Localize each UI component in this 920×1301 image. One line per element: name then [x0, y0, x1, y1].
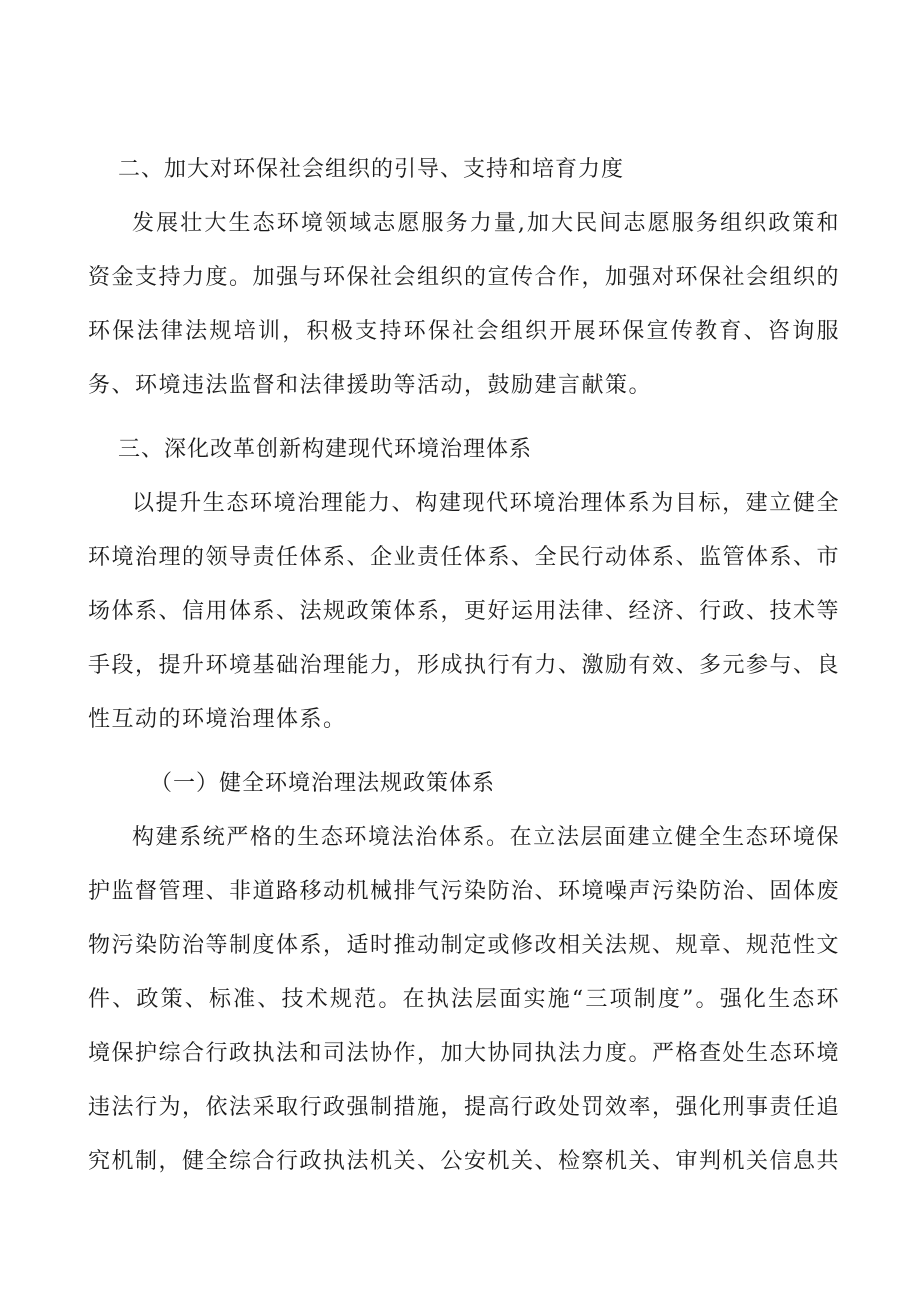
section-3-paragraph: 以提升生态环境治理能力、构建现代环境治理体系为目标，建立健全环境治理的领导责任体系、企业责任体系、全民行动体系、监管体系、市场体系、信用体系、法规政策体系，更好运用法律、经济、行政、技术等手段，提升环境基础治理能力，形成执行有力、激励有效、多元参与、良性互动的环境治理体系。 [88, 491, 841, 732]
section-3-heading: 三、深化改革创新构建现代环境治理体系 [118, 437, 533, 462]
section-2-paragraph: 发展壮大生态环境领域志愿服务力量,加大民间志愿服务组织政策和资金支持力度。加强与环保社会组织的宣传合作，加强对环保社会组织的环保法律法规培训，积极支持环保社会组织开展环保宣传教育、咨询服务、环境违法监督和法律援助等活动，鼓励建言献策。 [88, 211, 841, 398]
subsection-1-heading: （一）健全环境治理法规政策体系 [150, 771, 496, 796]
section-2-heading: 二、加大对环保社会组织的引导、支持和培育力度 [118, 157, 625, 182]
subsection-1-paragraph: 构建系统严格的生态环境法治体系。在立法层面建立健全生态环境保护监督管理、非道路移动机械排气污染防治、环境噪声污染防治、固体废物污染防治等制度体系，适时推动制定或修改相关法规、规章、规范性文件、政策、标准、技术规范。在执法层面实施“三项制度”。强化生态环境保护综合行政执法和司法协作，加大协同执法力度。严格查处生态环境违法行为，依法采取行政强制措施，提高行政处罚效率，强化刑事责任追究机制，健全综合行政执法机关、公安机关、检察机关、审判机关信息共 [88, 825, 841, 1174]
document-body [88, 143, 840, 1199]
